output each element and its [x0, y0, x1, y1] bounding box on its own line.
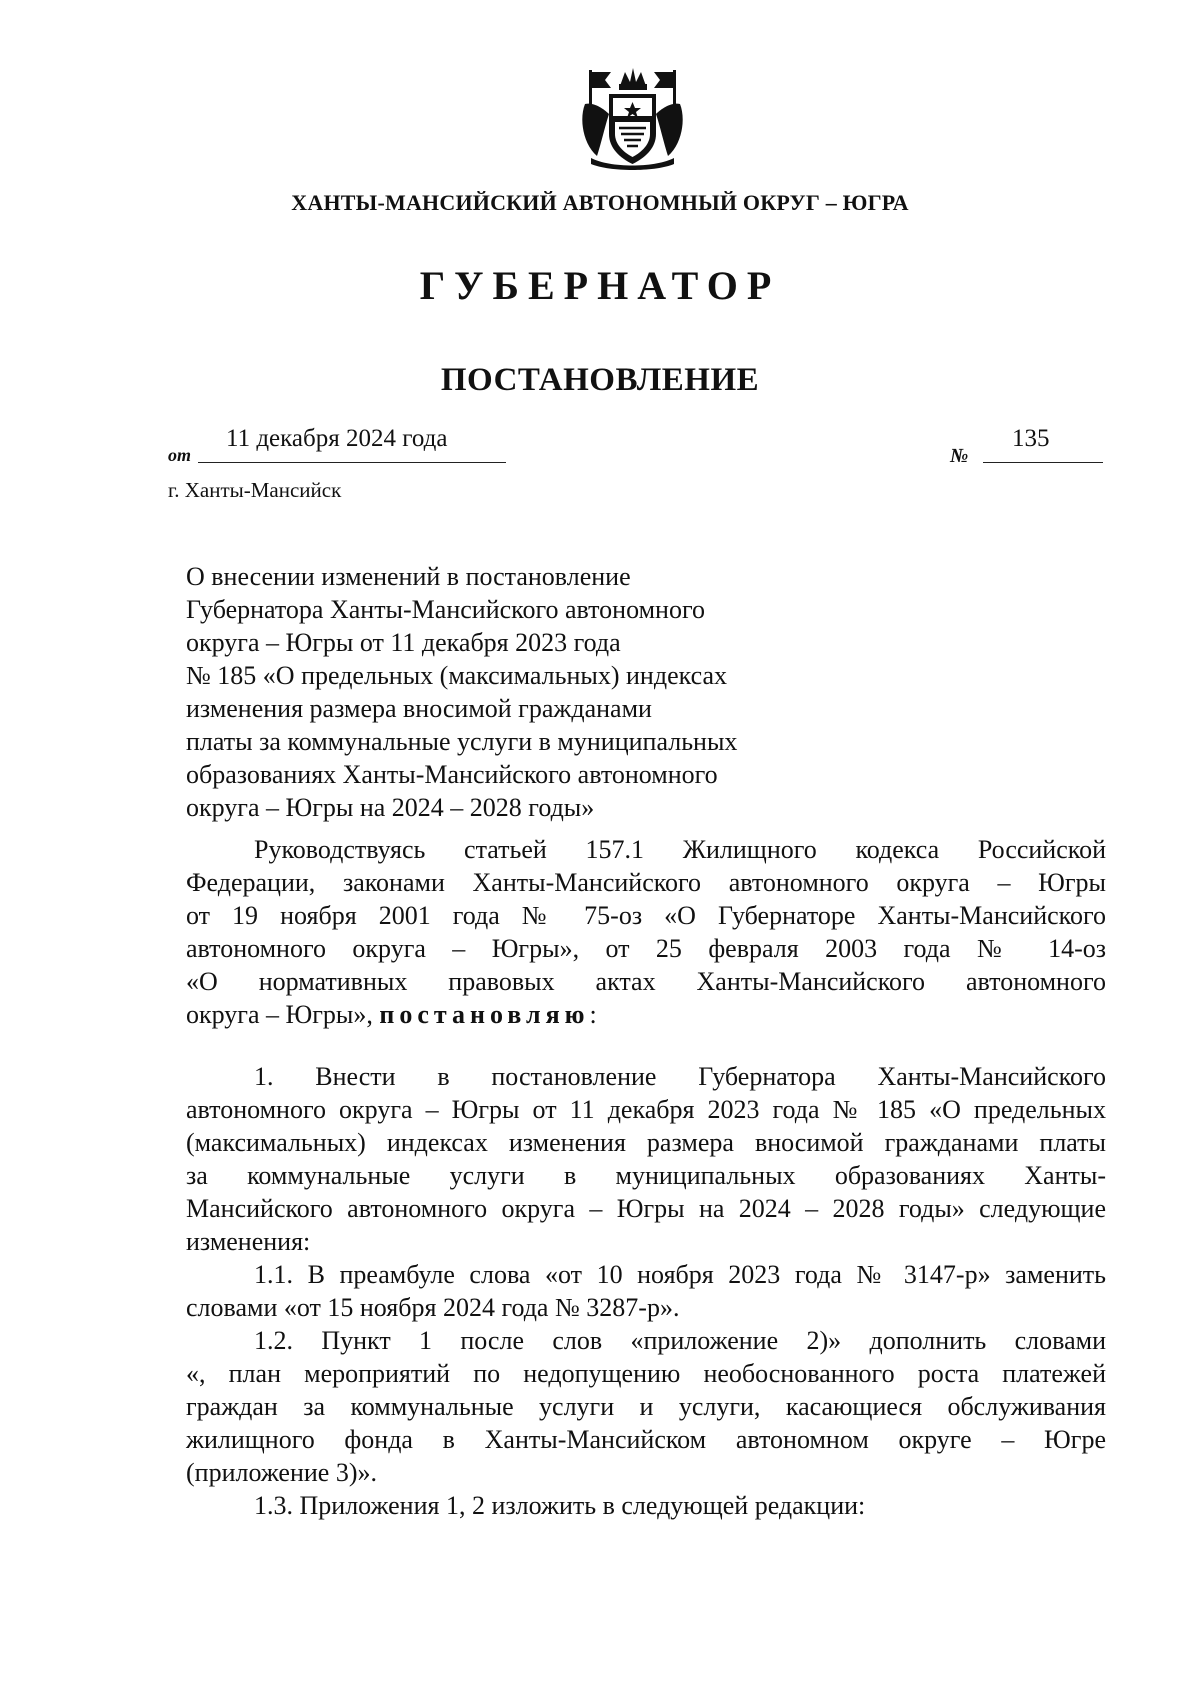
item-1-2-line: жилищного фонда в Ханты-Мансийском автономном округе – Югре [186, 1425, 1106, 1454]
item-1-line: 1. Внести в постановление Губернатора Ханты-Мансийского [254, 1062, 1106, 1091]
preamble-last-suffix: : [589, 1000, 597, 1029]
preamble-paragraph [186, 833, 1106, 1031]
item-1-1-last-line: словами «от 15 ноября 2024 года № 3287-р». [186, 1293, 680, 1322]
subject-line: образованиях Ханты-Мансийского автономного [186, 760, 718, 789]
decree-word: постановляю [379, 1000, 590, 1029]
authority-title: ГУБЕРНАТОР [419, 263, 781, 308]
date-label: от [168, 445, 192, 465]
item-1-2-line: 1.2. Пункт 1 после слов «приложение 2)» дополнить словами [254, 1326, 1106, 1355]
item-1-line: автономного округа – Югры от 11 декабря 2023 года № 185 «О предельных [186, 1095, 1106, 1124]
document-date: 11 декабря 2024 года [226, 425, 448, 452]
subject-line: платы за коммунальные услуги в муниципальных [186, 727, 738, 756]
item-1-line: (максимальных) индексах изменения размера вносимой гражданами платы [186, 1128, 1106, 1157]
coat-of-arms-emblem-icon [575, 64, 690, 172]
document-subject [186, 560, 826, 824]
subject-line: Губернатора Ханты-Мансийского автономного [186, 595, 705, 624]
item-1-line: за коммунальные услуги в муниципальных образованиях Ханты- [186, 1161, 1106, 1190]
document-type-title: ПОСТАНОВЛЕНИЕ [440, 362, 760, 398]
issue-city: г. Ханты-Мансийск [168, 478, 342, 502]
subject-line: округа – Югры от 11 декабря 2023 года [186, 628, 621, 657]
preamble-line: Руководствуясь статьей 157.1 Жилищного кодекса Российской [254, 835, 1106, 864]
preamble-line: «О нормативных правовых актах Ханты-Мансийского автономного [186, 967, 1106, 996]
subject-line: изменения размера вносимой гражданами [186, 694, 652, 723]
document-number: 135 [1012, 425, 1050, 452]
subject-line: округа – Югры на 2024 – 2028 годы» [186, 793, 595, 822]
item-1-2-line: граждан за коммунальные услуги и услуги, касающиеся обслуживания [186, 1392, 1106, 1421]
item-1-last-line: изменения: [186, 1227, 311, 1256]
subject-line: О внесении изменений в постановление [186, 562, 631, 591]
item-1-2-line: «, план мероприятий по недопущению необоснованного роста платежей [186, 1359, 1106, 1388]
region-title: ХАНТЫ-МАНСИЙСКИЙ АВТОНОМНЫЙ ОКРУГ – ЮГРА [291, 190, 909, 215]
number-label: № [950, 445, 969, 467]
item-1-paragraph [186, 1060, 1106, 1258]
item-1-2-last-line: (приложение 3)». [186, 1458, 378, 1487]
preamble-line: автономного округа – Югры», от 25 февраля 2003 года № 14-оз [186, 934, 1106, 963]
item-1-2-paragraph [186, 1324, 1106, 1489]
preamble-line: Федерации, законами Ханты-Мансийского автономного округа – Югры [186, 868, 1106, 897]
item-1-3-paragraph [186, 1489, 1106, 1522]
preamble-last-line [186, 998, 1106, 1031]
preamble-line: от 19 ноября 2001 года № 75-оз «О Губернаторе Ханты-Мансийского [186, 901, 1106, 930]
item-1-3-line: 1.3. Приложения 1, 2 изложить в следующей редакции: [254, 1491, 866, 1520]
item-1-line: Мансийского автономного округа – Югры на 2024 – 2028 годы» следующие [186, 1194, 1106, 1223]
subject-line: № 185 «О предельных (максимальных) индексах [186, 661, 727, 690]
preamble-last-prefix: округа – Югры», [186, 1000, 373, 1029]
item-1-1-paragraph [186, 1258, 1106, 1324]
item-1-1-line: 1.1. В преамбуле слова «от 10 ноября 2023 года № 3147-р» заменить [254, 1260, 1106, 1289]
